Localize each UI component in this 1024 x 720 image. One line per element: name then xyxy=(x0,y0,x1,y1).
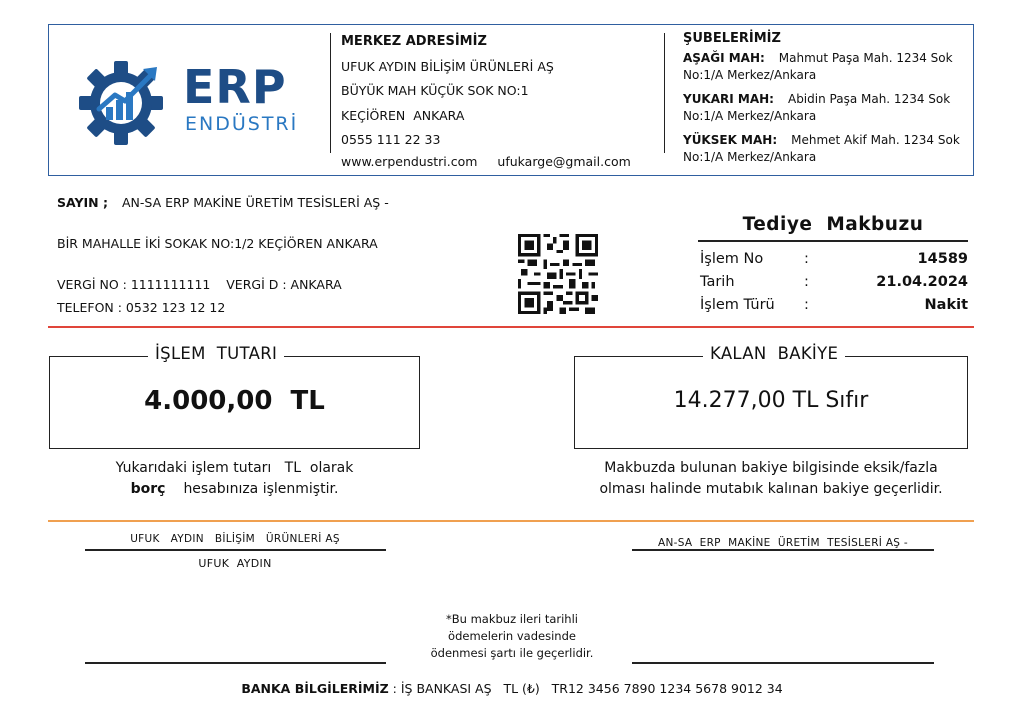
info-value: Nakit xyxy=(924,297,968,313)
right-bottom-signature-line xyxy=(632,662,934,664)
transaction-amount-box xyxy=(49,344,420,449)
website-link[interactable]: www.erpendustri.com xyxy=(341,153,478,169)
logo-wordmark xyxy=(183,59,298,135)
disclaimer-line3: ödenmesi şartı ile geçerlidir. xyxy=(430,646,594,660)
email-link[interactable]: ufukarge@gmail.com xyxy=(497,153,631,169)
info-sep: : xyxy=(804,297,809,313)
branch-address: Abidin Paşa Mah. 1234 Sok No:1/A Merkez/Ankara xyxy=(683,92,951,123)
address-company: UFUK AYDIN BİLİŞİM ÜRÜNLERİ AŞ xyxy=(341,58,554,74)
receipt-title: Tediye Makbuzu xyxy=(742,214,924,235)
header-divider-2 xyxy=(664,33,665,153)
address-phone: 0555 111 22 33 xyxy=(341,132,441,147)
disclaimer-line1: *Bu makbuz ileri tarihli xyxy=(446,612,578,626)
balance-note xyxy=(574,458,968,500)
amount-note-line2: hesabınıza işlenmiştir. xyxy=(183,481,339,497)
left-signature-company: UFUK AYDIN BİLİŞİM ÜRÜNLERİ AŞ xyxy=(130,533,340,545)
bank-label: BANKA BİLGİLERİMİZ xyxy=(241,681,389,696)
balance-legend: KALAN BAKİYE xyxy=(703,344,845,363)
header-frame xyxy=(48,24,974,176)
info-value: 14589 xyxy=(917,251,968,267)
customer-tax: VERGİ NO : 1111111111 VERGİ D : ANKARA xyxy=(57,277,342,292)
info-row xyxy=(700,297,968,319)
divider-red xyxy=(48,326,974,328)
address-web-row xyxy=(341,153,631,171)
amount-value: 4.000,00 TL xyxy=(144,386,325,416)
left-signature-person: UFUK AYDIN xyxy=(198,557,272,570)
amount-note-bold: borç xyxy=(130,481,166,497)
bank-details: : İŞ BANKASI AŞ TL (₺) TR12 3456 7890 1234 5678 9012 34 xyxy=(392,681,783,696)
info-label: Tarih xyxy=(700,274,735,290)
disclaimer-line2: ödemelerin vadesinde xyxy=(448,629,576,643)
remaining-balance-box xyxy=(574,344,968,449)
amount-note-line2-row xyxy=(49,479,420,500)
right-signature-line xyxy=(632,549,934,551)
branch-name: AŞAĞI MAH: xyxy=(683,51,765,65)
info-row xyxy=(700,274,968,296)
logo-title: ERP xyxy=(183,60,287,114)
balance-note-line1: Makbuzda bulunan bakiye bilgisinde eksik/fazla xyxy=(604,460,938,476)
address-heading: MERKEZ ADRESİMİZ xyxy=(341,34,487,49)
qr-code-icon xyxy=(518,234,598,314)
gear-chart-icon xyxy=(79,59,171,145)
branch-item xyxy=(683,132,973,166)
info-label: İşlem No xyxy=(700,251,764,267)
customer-address: BİR MAHALLE İKİ SOKAK NO:1/2 KEÇİÖREN ANKARA xyxy=(57,236,378,251)
customer-name-row xyxy=(57,195,389,210)
company-logo xyxy=(79,59,309,145)
header-divider-1 xyxy=(330,33,331,153)
address-line2: KEÇİÖREN ANKARA xyxy=(341,107,465,123)
amount-note xyxy=(49,458,420,500)
branch-name: YUKARI MAH: xyxy=(683,92,774,106)
balance-value: 14.277,00 TL Sıfır xyxy=(673,388,869,413)
logo-subtitle: ENDÜSTRİ xyxy=(185,113,299,135)
info-label: İşlem Türü xyxy=(700,297,775,313)
balance-note-line2: olması halinde mutabık kalınan bakiye geçerlidir. xyxy=(599,481,943,497)
salutation: SAYIN ; xyxy=(57,195,108,210)
branch-item xyxy=(683,50,973,84)
branches-heading: ŞUBELERİMİZ xyxy=(683,31,781,46)
info-row xyxy=(700,251,968,273)
amount-note-line1: Yukarıdaki işlem tutarı TL olarak xyxy=(115,460,354,476)
address-line1: BÜYÜK MAH KÜÇÜK SOK NO:1 xyxy=(341,83,529,98)
info-sep: : xyxy=(804,274,809,290)
receipt-title-underline xyxy=(698,240,968,242)
head-office-address xyxy=(341,30,631,171)
divider-orange xyxy=(48,520,974,522)
bank-info xyxy=(0,681,1024,696)
branch-address: Mahmut Paşa Mah. 1234 Sok No:1/A Merkez/Ankara xyxy=(683,51,953,82)
info-sep: : xyxy=(804,251,809,267)
customer-name: AN-SA ERP MAKİNE ÜRETİM TESİSLERİ AŞ - xyxy=(122,195,389,210)
customer-phone: TELEFON : 0532 123 12 12 xyxy=(57,300,226,315)
amount-legend: İŞLEM TUTARI xyxy=(148,344,284,363)
right-signature-company: AN-SA ERP MAKİNE ÜRETİM TESİSLERİ AŞ - xyxy=(658,537,908,549)
disclaimer xyxy=(410,611,614,662)
left-bottom-signature-line xyxy=(85,662,386,664)
branches xyxy=(683,30,973,173)
branch-item xyxy=(683,91,973,125)
left-signature-line xyxy=(85,549,386,551)
branch-address: Mehmet Akif Mah. 1234 Sok No:1/A Merkez/Ankara xyxy=(683,133,960,164)
info-value: 21.04.2024 xyxy=(876,274,968,290)
branch-name: YÜKSEK MAH: xyxy=(683,133,778,147)
